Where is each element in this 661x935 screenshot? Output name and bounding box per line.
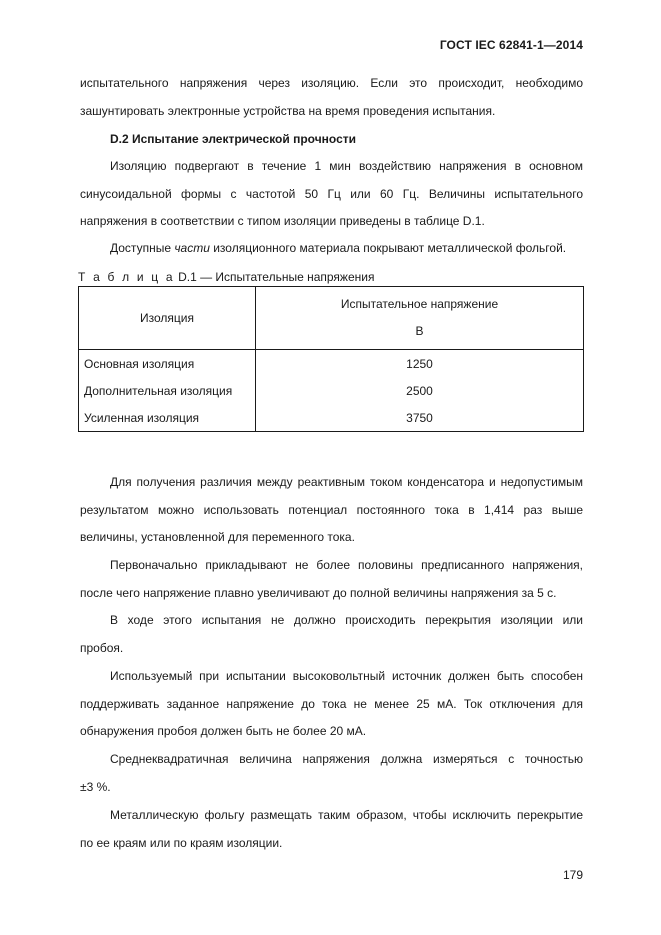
paragraph-no-flashover xyxy=(80,607,583,662)
text-line: Для получения различия между реактивным током конденсатора и недопустимым xyxy=(110,475,583,489)
text-line: после чего напряжение плавно увеличивают до полной величины напряжения за 5 с. xyxy=(80,585,557,600)
document-header: ГОСТ IEC 62841-1—2014 xyxy=(439,38,583,52)
text-line: Металлическую фольгу размещать таким образом, чтобы исключить перекрытие xyxy=(110,808,583,822)
italic-term: части xyxy=(174,241,210,255)
table-row xyxy=(79,350,584,378)
paragraph-continuation xyxy=(80,70,583,125)
text-line: Среднеквадратичная величина напряжения должна измеряться с точностью xyxy=(110,752,583,766)
text-line: Доступные части изоляционного материала покрывают металлической фольгой. xyxy=(110,241,567,255)
text-line: результатом можно использовать потенциал постоянного тока в 1,414 раз выше xyxy=(80,502,583,517)
paragraph-insulation-test xyxy=(80,153,583,236)
table-header-row xyxy=(79,287,584,350)
test-voltage-table xyxy=(78,286,584,432)
cell-voltage: 1250 xyxy=(256,350,584,378)
paragraph-dc-option xyxy=(80,469,583,552)
text-line: Первоначально прикладывают не более половины предписанного напряжения, xyxy=(110,558,583,572)
text-line: по ее краям или по краям изоляции. xyxy=(80,835,283,850)
paragraph-foil-placement xyxy=(80,802,583,857)
cell-voltage: 2500 xyxy=(256,377,584,404)
header-unit: В xyxy=(415,324,424,338)
text-line: напряжения в соответствии с типом изоляции приведены в таблице D.1. xyxy=(80,214,485,228)
text-line: Используемый при испытании высоковольтный источник должен быть способен xyxy=(110,669,583,683)
paragraph-rms-accuracy xyxy=(80,746,583,801)
page-number: 179 xyxy=(562,868,583,882)
paragraph-ramp xyxy=(80,552,583,607)
text-line: Изоляцию подвергают в течение 1 мин воздействию напряжения в основном xyxy=(110,159,583,173)
table-row xyxy=(79,404,584,432)
header-insulation: Изоляция xyxy=(79,287,256,350)
paragraph-foil xyxy=(80,235,583,263)
paragraph-hv-source xyxy=(80,663,583,746)
header-test-voltage: Испытательное напряжение В xyxy=(256,287,584,350)
cell-insulation: Усиленная изоляция xyxy=(79,404,256,432)
text-line: обнаружения пробоя должен быть не более 20 мА. xyxy=(80,724,367,738)
text-line: испытательного напряжения через изоляцию. Если это происходит, необходимо xyxy=(80,76,583,90)
text-line: синусоидальной формы с частотой 50 Гц или 60 Гц. Величины испытательного xyxy=(80,186,583,201)
text-line: ±3 %. xyxy=(80,779,111,794)
cell-insulation: Дополнительная изоляция xyxy=(79,377,256,404)
text-line: В ходе этого испытания не должно происходить перекрытия изоляции или xyxy=(110,613,583,627)
text-line: величины, установленной для переменного тока. xyxy=(80,530,355,544)
text-line: зашунтировать электронные устройства на время проведения испытания. xyxy=(80,103,496,118)
text-line: поддерживать заданное напряжение до тока не менее 25 мА. Ток отключения для xyxy=(80,696,583,711)
cell-insulation: Основная изоляция xyxy=(79,350,256,378)
table-row xyxy=(79,377,584,404)
section-heading: D.2 Испытание электрической прочности xyxy=(110,132,357,146)
text-line: пробоя. xyxy=(80,640,124,655)
table-caption: Т а б л и ц а D.1 — Испытательные напряжения xyxy=(78,270,375,284)
cell-voltage: 3750 xyxy=(256,404,584,432)
